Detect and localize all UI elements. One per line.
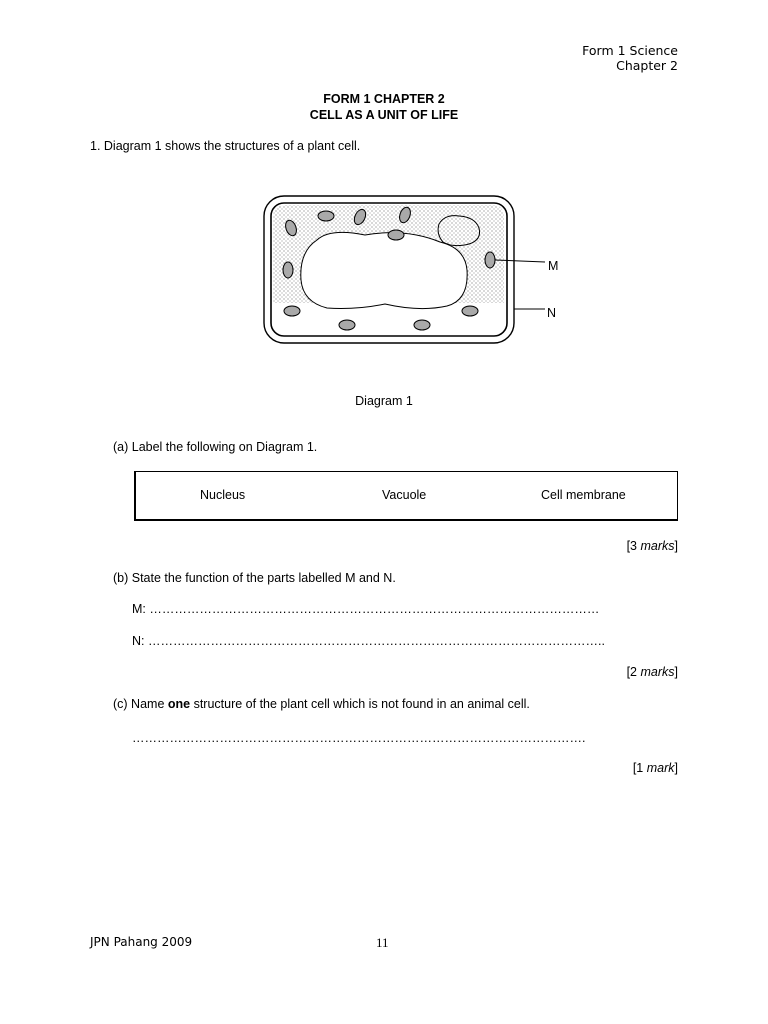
label-m: M — [548, 259, 559, 273]
part-b-prompt: (b) State the function of the parts labelled M and N. — [113, 571, 396, 585]
label-word-box — [134, 471, 678, 521]
answer-line-m: M: ……………………………………………………………………………………………… — [132, 602, 600, 616]
chapter-subtitle: CELL AS A UNIT OF LIFE — [309, 108, 459, 122]
chloroplast — [388, 230, 404, 240]
header-subject: Form 1 Science — [582, 43, 678, 58]
chloroplast — [414, 320, 430, 330]
vacuole — [301, 232, 467, 308]
answer-line-n: N: ……………………………………………………………………………………………….. — [132, 634, 605, 648]
label-option-cell-membrane: Cell membrane — [541, 488, 626, 502]
label-option-vacuole: Vacuole — [382, 488, 427, 502]
diagram-caption: Diagram 1 — [355, 394, 413, 408]
chloroplast-m — [485, 252, 495, 268]
footer-source: JPN Pahang 2009 — [90, 935, 193, 949]
label-n: N — [547, 306, 557, 320]
chapter-title: FORM 1 CHAPTER 2 — [323, 92, 445, 106]
part-c-marks: [1 mark] — [632, 761, 678, 775]
chloroplast — [283, 262, 293, 278]
part-a-marks: [3 marks] — [626, 539, 678, 553]
plant-cell-diagram — [255, 190, 575, 350]
answer-line-c: ………………………………………………………………………………………………. — [132, 731, 586, 745]
nucleus — [438, 216, 479, 246]
question-1-stem: 1. Diagram 1 shows the structures of a plant cell. — [90, 139, 361, 153]
page-header — [582, 43, 678, 73]
part-a-prompt: (a) Label the following on Diagram 1. — [113, 440, 318, 454]
part-b-marks: [2 marks] — [626, 665, 678, 679]
page-number: 11 — [376, 935, 389, 950]
label-option-nucleus: Nucleus — [200, 488, 246, 502]
chloroplast — [318, 211, 334, 221]
chloroplast — [462, 306, 478, 316]
header-chapter: Chapter 2 — [616, 58, 678, 73]
chloroplast — [284, 306, 300, 316]
chloroplast — [339, 320, 355, 330]
part-c-prompt: (c) Name one structure of the plant cell which is not found in an animal cell. — [113, 697, 530, 711]
